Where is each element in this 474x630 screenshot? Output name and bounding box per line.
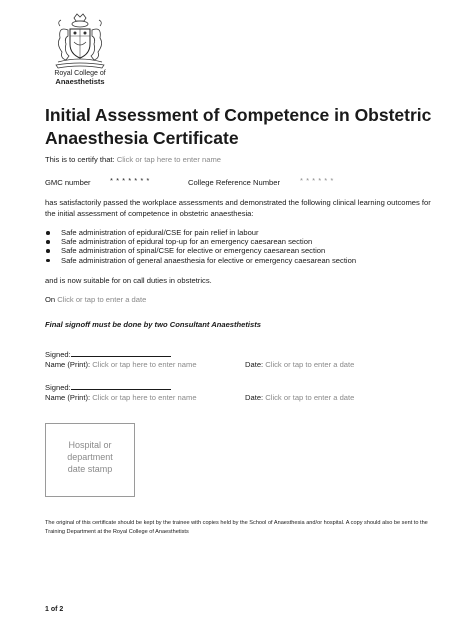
- date-line-1: [245, 360, 354, 370]
- college-reference-field[interactable]: * * * * * *: [300, 176, 334, 185]
- list-item: Safe administration of spinal/CSE for elective or emergency caesarean section: [45, 246, 445, 255]
- date-stamp-box: [45, 423, 135, 497]
- date-field-1[interactable]: Click or tap to enter a date: [265, 360, 355, 369]
- on-label: On: [45, 295, 56, 304]
- certify-line: [45, 155, 221, 165]
- signed-label: Signed:: [45, 383, 71, 392]
- name-print-label: Name (Print):: [45, 360, 91, 369]
- date-stamp-text: Hospital or department date stamp: [67, 440, 113, 474]
- certificate-date-field[interactable]: Click or tap to enter a date: [57, 295, 147, 304]
- page-title: Initial Assessment of Competence in Obstetric Anaesthesia Certificate: [45, 105, 432, 148]
- list-item: Safe administration of epidural top-up for an emergency caesarean section: [45, 237, 445, 246]
- page-number: 1 of 2: [45, 606, 64, 613]
- suitable-text: and is now suitable for on call duties in obstetrics.: [45, 276, 212, 285]
- outcomes-list: [45, 228, 445, 265]
- name-line-2: [45, 393, 197, 403]
- signature-field-2[interactable]: [71, 382, 171, 390]
- college-reference-label: College Reference Number: [188, 178, 281, 187]
- gmc-number-field[interactable]: * * * * * * *: [110, 176, 150, 185]
- signature-line-2: [45, 382, 171, 393]
- logo-line-2: Anaesthetists: [55, 77, 105, 86]
- logo-line-1: Royal College of: [54, 70, 106, 77]
- signature-field-1[interactable]: [71, 349, 171, 357]
- list-item: Safe administration of epidural/CSE for pain relief in labour: [45, 228, 445, 237]
- coat-of-arms-icon: [40, 12, 120, 70]
- date-label: Date:: [245, 393, 264, 402]
- footnote: The original of this certificate should be kept by the trainee with copies held by the School of Anaesthesia and/or hospital. A copy should also be sent to the Training Department at the Royal College of Anaesthetists: [45, 520, 428, 535]
- rcoa-logo: [40, 12, 120, 94]
- date-label: Date:: [245, 360, 264, 369]
- logo-wordmark: [40, 70, 120, 86]
- name-line-1: [45, 360, 197, 370]
- signature-line-1: [45, 349, 171, 360]
- name-print-label: Name (Print):: [45, 393, 91, 402]
- name-print-field-1[interactable]: Click or tap here to enter name: [92, 360, 197, 369]
- intro-paragraph: has satisfactorily passed the workplace assessments and demonstrated the following clinical learning outcomes for the initial assessment of competence in obstetric anaesthesia:: [45, 198, 431, 218]
- on-date-line: [45, 295, 146, 305]
- gmc-label: GMC number: [45, 178, 91, 187]
- signoff-note: Final signoff must be done by two Consultant Anaesthetists: [45, 320, 262, 329]
- date-line-2: [245, 393, 354, 403]
- certify-label: This is to certify that:: [45, 155, 115, 164]
- signed-label: Signed:: [45, 350, 71, 359]
- list-item: Safe administration of general anaesthesia for elective or emergency caesarean section: [45, 256, 445, 265]
- date-field-2[interactable]: Click or tap to enter a date: [265, 393, 355, 402]
- name-print-field-2[interactable]: Click or tap here to enter name: [92, 393, 197, 402]
- trainee-name-field[interactable]: Click or tap here to enter name: [116, 155, 222, 164]
